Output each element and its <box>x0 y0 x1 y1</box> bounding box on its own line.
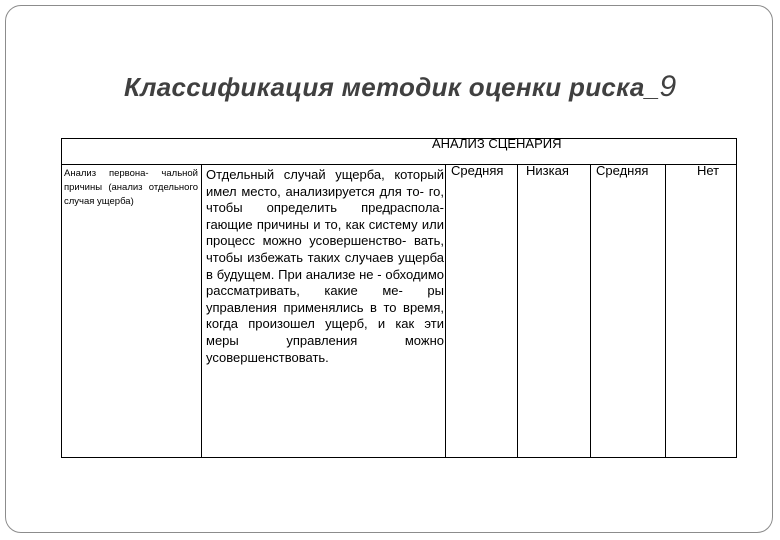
rating-cell-1: Средняя <box>451 163 504 178</box>
column-divider <box>201 165 202 457</box>
slide-title-text: Классификация методик оценки риска_ <box>124 72 660 102</box>
column-divider <box>517 165 518 457</box>
method-description-cell: Отдельный случай ущерба, который имел место, анализируется для то- го, чтобы определить предраспола- гающие причины и то, как систему или процесс можно усовершенство- вать, чтобы избежать таких случаев ущерба в будущем. При анализе не - обходимо рассматривать, какие ме- ры управления применялись в то время, когда произошел ущерб, и как эти меры управления можно усовершенствовать. <box>206 167 444 365</box>
risk-methods-table <box>61 138 737 458</box>
rating-cell-2: Низкая <box>526 163 569 178</box>
rating-cell-3: Средняя <box>596 163 649 178</box>
rating-cell-4: Нет <box>697 163 720 178</box>
slide-title-number: 9 <box>659 70 677 103</box>
section-header-text: АНАЛИЗ СЦЕНАРИЯ <box>432 136 562 151</box>
column-divider <box>665 165 666 457</box>
method-name-cell: Анализ первона- чальной причины (анализ отдельного случая ущерба) <box>64 168 198 207</box>
table-section-header <box>62 136 736 165</box>
slide-title <box>124 70 676 104</box>
column-divider <box>445 165 446 457</box>
column-divider <box>590 165 591 457</box>
